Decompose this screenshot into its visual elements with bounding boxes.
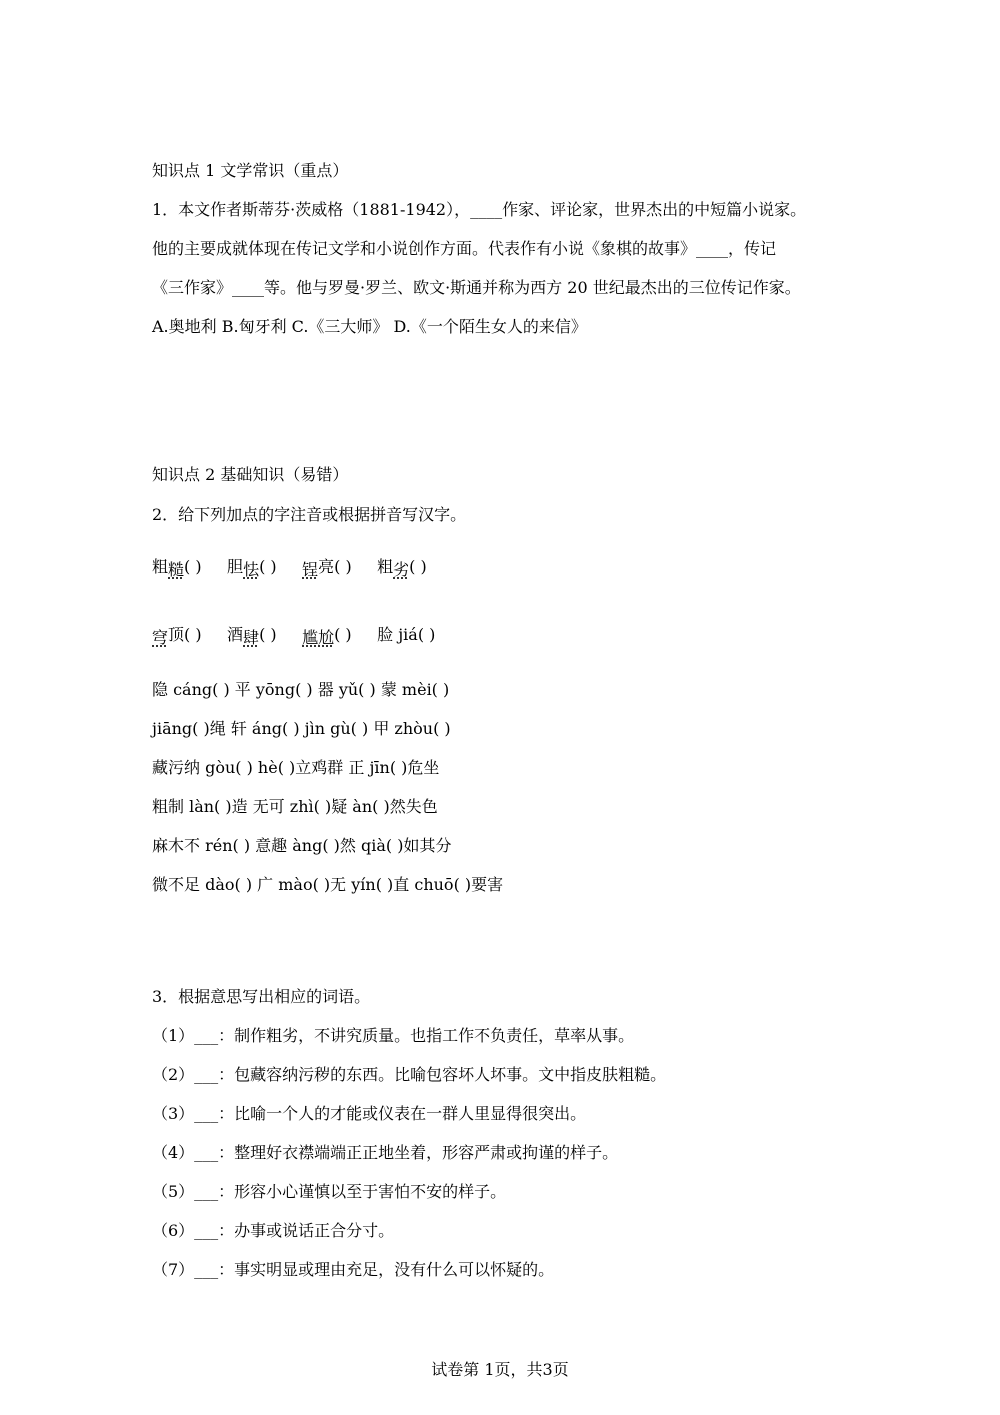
q1-line3: 《三作家》____等。他与罗曼·罗兰、欧文·斯通并称为西方 20 世纪最杰出的三位传记作家。 [152, 278, 801, 297]
page-footer: 试卷第 1页，共3页 [431, 1360, 569, 1379]
q1-options: A.奥地利 B.匈牙利 C.《三大师》 D.《一个陌生女人的来信》 [152, 317, 587, 336]
section1-heading: 知识点 1 文学常识（重点） [152, 161, 349, 180]
q3-item: （7）___：事实明显或理由充足，没有什么可以怀疑的。 [152, 1260, 555, 1279]
q2-row1 [152, 556, 427, 578]
q2-stem: 2．给下列加点的字注音或根据拼音写汉字。 [152, 505, 467, 524]
q2-row2-item: 尴尬( ) [302, 625, 352, 647]
q2-row7: 麻木不 rén( ) 意趣 àng( )然 qià( )如其分 [152, 836, 452, 855]
q2-row3: 隐 cáng( ) 平 yōng( ) 器 yǔ( ) 蒙 mèi( ) [152, 680, 450, 699]
q2-row1-item: 粗劣( ) [377, 557, 427, 579]
q3-stem: 3．根据意思写出相应的词语。 [152, 987, 371, 1006]
q2-row5: 藏污纳 gòu( ) hè( )立鸡群 正 jīn( )危坐 [152, 758, 440, 777]
q2-row2-item: 脸 jiá( ) [377, 625, 436, 644]
q2-row4: jiāng( )绳 轩 áng( ) jìn gù( ) 甲 zhòu( ) [152, 719, 451, 738]
q2-row2-item: 酒肆( ) [227, 625, 277, 647]
q1-line2: 他的主要成就体现在传记文学和小说创作方面。代表作有小说《象棋的故事》____，传记 [152, 239, 777, 258]
q3-item: （4）___：整理好衣襟端端正正地坐着，形容严肃或拘谨的样子。 [152, 1143, 619, 1162]
q2-row2 [152, 624, 435, 646]
q2-row8: 微不足 dào( ) 广 mào( )无 yín( )直 chuō( )要害 [152, 875, 504, 894]
q2-row1-item: 胆怯( ) [227, 557, 277, 579]
q3-item: （3）___：比喻一个人的才能或仪表在一群人里显得很突出。 [152, 1104, 587, 1123]
q3-item: （6）___：办事或说话正合分寸。 [152, 1221, 395, 1240]
q2-row1-item: 粗糙( ) [152, 557, 202, 579]
section2-heading: 知识点 2 基础知识（易错） [152, 465, 349, 484]
q2-row2-item: 穹顶( ) [152, 625, 202, 647]
q3-item: （1）___：制作粗劣，不讲究质量。也指工作不负责任，草率从事。 [152, 1026, 635, 1045]
q2-row1-item: 锃亮( ) [302, 557, 352, 579]
q1-line1: 1．本文作者斯蒂芬·茨威格（1881-1942），____作家、评论家，世界杰出的中短篇小说家。 [152, 200, 807, 219]
q3-item: （5）___：形容小心谨慎以至于害怕不安的样子。 [152, 1182, 507, 1201]
q3-item: （2）___：包藏容纳污秽的东西。比喻包容坏人坏事。文中指皮肤粗糙。 [152, 1065, 667, 1084]
q2-row6: 粗制 làn( )造 无可 zhì( )疑 àn( )然失色 [152, 797, 438, 816]
